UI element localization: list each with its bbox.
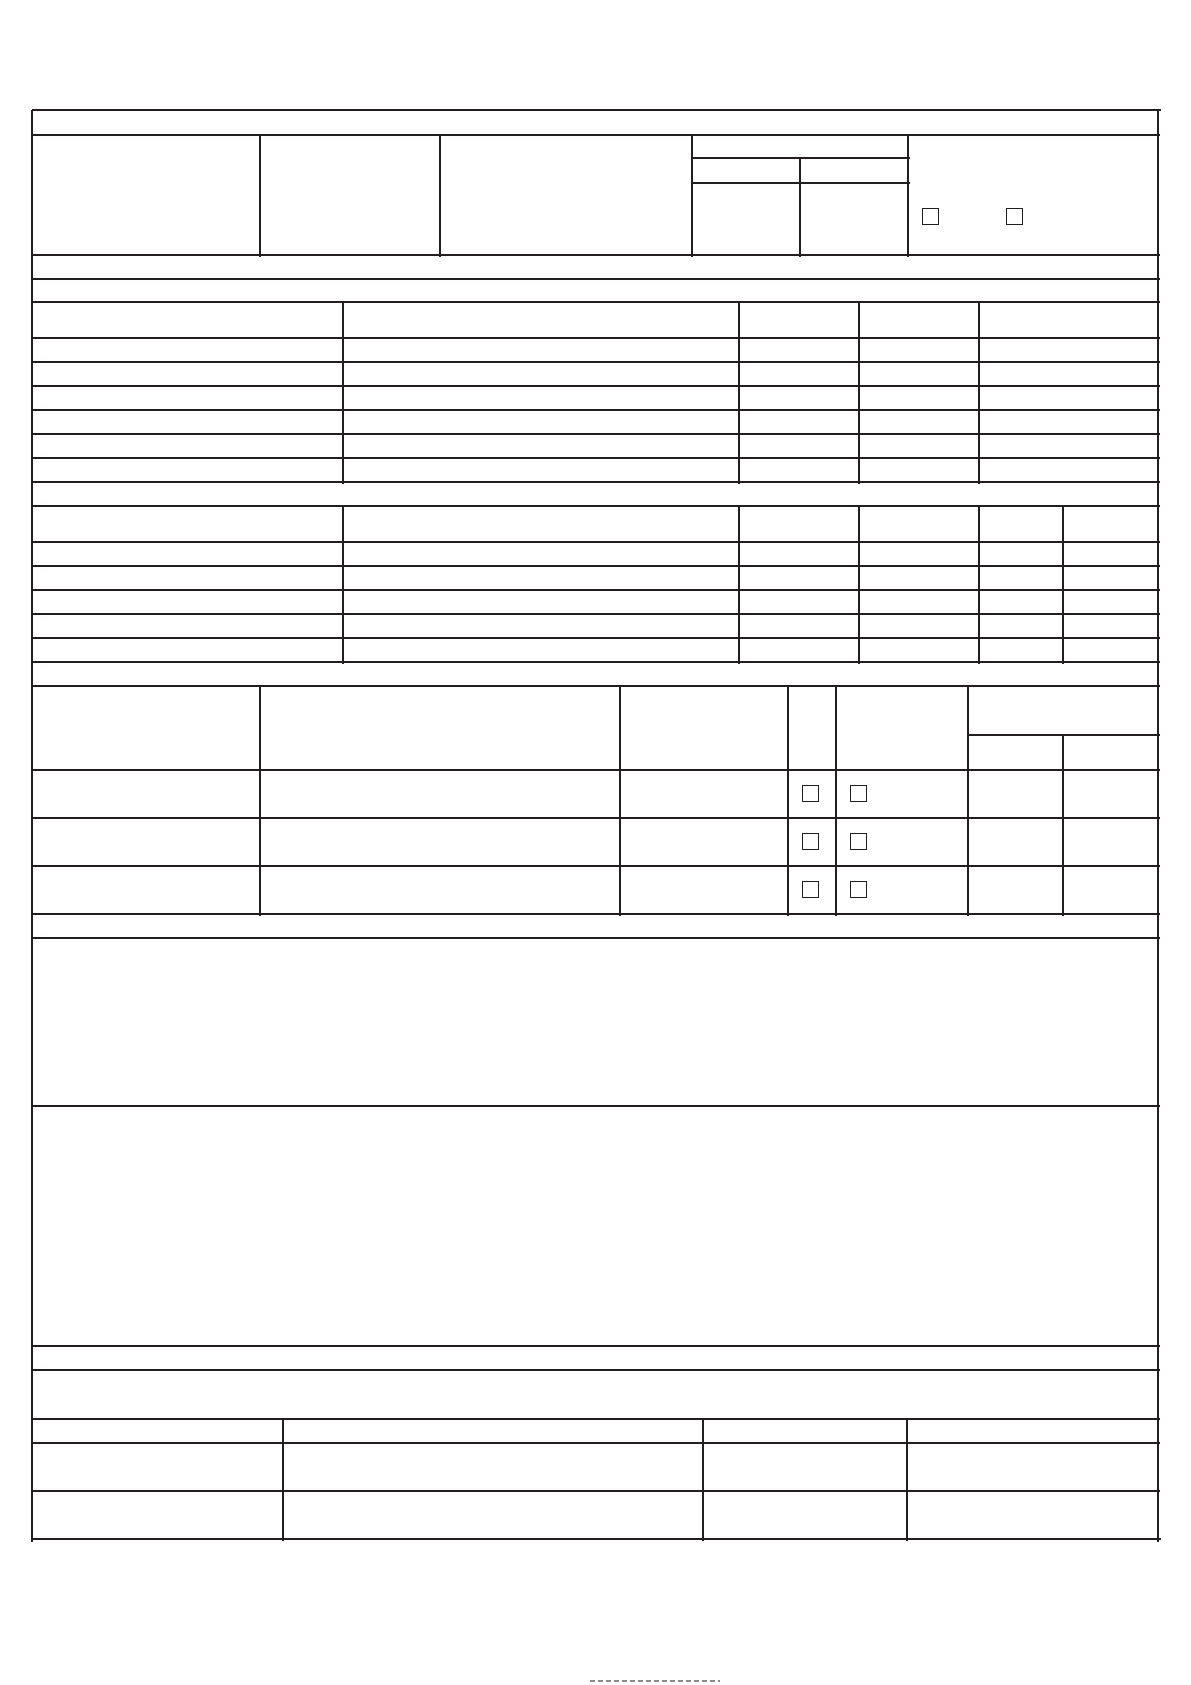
- table-2-row-rule: [32, 589, 1160, 591]
- table-2-cell[interactable]: [861, 640, 977, 660]
- table-3-col-rule: [619, 686, 621, 916]
- table-1-col-rule: [978, 302, 980, 484]
- table-1-cell[interactable]: [741, 364, 857, 384]
- table-1-cell[interactable]: [741, 436, 857, 456]
- table-4-cell[interactable]: [285, 1445, 701, 1489]
- header-divider: [259, 135, 261, 257]
- table-4-cell[interactable]: [34, 1445, 281, 1489]
- table-1-cell[interactable]: [861, 340, 977, 360]
- table-2-col-rule: [1062, 506, 1064, 664]
- table-1-cell[interactable]: [981, 412, 1156, 432]
- table-3-cell[interactable]: [970, 868, 1061, 912]
- section-band-rule: [32, 278, 1160, 280]
- table-2-col-rule: [342, 506, 344, 664]
- page-footer-mark: [590, 1680, 720, 1682]
- table-2-cell[interactable]: [1065, 640, 1156, 660]
- table-2-cell[interactable]: [861, 568, 977, 588]
- table-3-checkbox-a[interactable]: [802, 785, 819, 802]
- table-3-cell[interactable]: [622, 772, 786, 816]
- table-4-cell[interactable]: [909, 1493, 1156, 1537]
- table-4-row-rule: [32, 1538, 1160, 1540]
- table-2-cell[interactable]: [981, 568, 1061, 588]
- table-1-col-rule: [738, 302, 740, 484]
- table-3-cell[interactable]: [970, 772, 1061, 816]
- rule-horizontal: [32, 134, 1160, 136]
- table-3-cell[interactable]: [34, 820, 258, 864]
- table-3-col-rule: [835, 686, 837, 916]
- table-1-cell[interactable]: [741, 388, 857, 408]
- header-checkbox-2[interactable]: [1006, 208, 1023, 225]
- table-2-cell[interactable]: [981, 592, 1061, 612]
- table-2-cell[interactable]: [345, 568, 737, 588]
- table-4-cell[interactable]: [285, 1493, 701, 1537]
- section-band-rule: [32, 301, 1160, 303]
- table-1-cell[interactable]: [861, 412, 977, 432]
- header-subrule: [692, 157, 910, 159]
- table-2-cell[interactable]: [741, 616, 857, 636]
- table-1-cell[interactable]: [981, 460, 1156, 480]
- table-4-row-rule: [32, 1490, 1160, 1492]
- table-2-cell[interactable]: [34, 616, 341, 636]
- table-1-col-rule: [858, 302, 860, 484]
- table-1-cell[interactable]: [345, 460, 737, 480]
- header-divider: [799, 158, 801, 257]
- table-1-row-rule: [32, 385, 1160, 387]
- table-2-cell[interactable]: [1065, 568, 1156, 588]
- table-4-col-rule: [906, 1419, 908, 1541]
- table-2-row-rule: [32, 541, 1160, 543]
- table-2-cell[interactable]: [345, 592, 737, 612]
- table-4-row-rule: [32, 1442, 1160, 1444]
- table-1-cell[interactable]: [34, 388, 341, 408]
- header-checkbox-1[interactable]: [922, 208, 939, 225]
- table-3-cell[interactable]: [1065, 868, 1156, 912]
- form-border-top: [32, 109, 1161, 112]
- table-1-cell[interactable]: [981, 388, 1156, 408]
- table-3-col-rule: [787, 686, 789, 916]
- table-3-checkbox-b[interactable]: [850, 785, 867, 802]
- table-3-row-rule: [32, 865, 1160, 867]
- form-border-left: [31, 110, 34, 1542]
- table-1-cell[interactable]: [345, 436, 737, 456]
- table-2-col-rule: [978, 506, 980, 664]
- table-1-cell[interactable]: [345, 388, 737, 408]
- table-4-cell[interactable]: [909, 1445, 1156, 1489]
- header-field-3[interactable]: [442, 137, 690, 253]
- table-2-cell[interactable]: [34, 592, 341, 612]
- section-band-rule: [32, 937, 1160, 939]
- table-3-checkbox-b[interactable]: [850, 881, 867, 898]
- table-3-row-rule: [32, 769, 1160, 771]
- table-1-row-rule: [32, 337, 1160, 339]
- table-4-wide-field[interactable]: [34, 1372, 1156, 1417]
- table-3-checkbox-a[interactable]: [802, 881, 819, 898]
- table-3-checkbox-a[interactable]: [802, 833, 819, 850]
- table-1-col-rule: [342, 302, 344, 484]
- table-1-cell[interactable]: [981, 436, 1156, 456]
- table-3-cell[interactable]: [34, 772, 258, 816]
- table-1-row-rule: [32, 481, 1160, 483]
- table-1-row-rule: [32, 409, 1160, 411]
- table-1-row-rule: [32, 457, 1160, 459]
- form-border-right: [1157, 110, 1160, 1542]
- table-4-col-rule: [702, 1419, 704, 1541]
- table-2-cell[interactable]: [345, 544, 737, 564]
- table-3-cell[interactable]: [262, 820, 618, 864]
- table-2-row-rule: [32, 565, 1160, 567]
- rule-horizontal: [32, 254, 1160, 256]
- table-2-cell[interactable]: [34, 544, 341, 564]
- table-1-cell[interactable]: [861, 388, 977, 408]
- table-2-cell[interactable]: [345, 616, 737, 636]
- table-3-col-rule: [967, 686, 969, 916]
- table-2-cell[interactable]: [741, 640, 857, 660]
- table-4-col-rule: [282, 1419, 284, 1541]
- table-3-col-rule: [1062, 735, 1064, 916]
- table-2-col-rule: [738, 506, 740, 664]
- table-1-cell[interactable]: [34, 364, 341, 384]
- table-3-cell[interactable]: [970, 820, 1061, 864]
- table-3-row-rule: [32, 817, 1160, 819]
- table-1-cell[interactable]: [34, 340, 341, 360]
- table-1-cell[interactable]: [345, 412, 737, 432]
- table-2-cell[interactable]: [981, 616, 1061, 636]
- table-2-cell[interactable]: [981, 640, 1061, 660]
- table-1-cell[interactable]: [981, 364, 1156, 384]
- table-2-cell[interactable]: [741, 592, 857, 612]
- table-3-cell[interactable]: [34, 868, 258, 912]
- header-divider: [691, 135, 693, 257]
- table-2-cell[interactable]: [741, 568, 857, 588]
- table-2-cell[interactable]: [34, 568, 341, 588]
- table-2-col-rule: [858, 506, 860, 664]
- header-field-2[interactable]: [262, 137, 438, 253]
- section-band-rule: [32, 505, 1160, 507]
- table-3-cell[interactable]: [622, 820, 786, 864]
- table-3-cell[interactable]: [262, 868, 618, 912]
- table-4-cell[interactable]: [705, 1445, 905, 1489]
- table-2-row-rule: [32, 613, 1160, 615]
- header-field-4b[interactable]: [802, 185, 906, 253]
- table-1-cell[interactable]: [34, 412, 341, 432]
- table-3-cell[interactable]: [622, 868, 786, 912]
- table-2-cell[interactable]: [981, 544, 1061, 564]
- section-band-rule: [32, 685, 1160, 687]
- table-2-cell[interactable]: [861, 616, 977, 636]
- table-1-cell[interactable]: [345, 364, 737, 384]
- table-1-cell[interactable]: [741, 340, 857, 360]
- table-1-cell[interactable]: [741, 460, 857, 480]
- table-2-cell[interactable]: [345, 640, 737, 660]
- table-1-cell[interactable]: [981, 340, 1156, 360]
- table-1-cell[interactable]: [741, 412, 857, 432]
- table-3-cell[interactable]: [262, 772, 618, 816]
- table-3-header-subrule: [968, 734, 1160, 736]
- table-2-cell[interactable]: [1065, 544, 1156, 564]
- text-area-rule: [32, 1105, 1160, 1107]
- table-3-col-rule: [259, 686, 261, 916]
- header-divider: [907, 135, 909, 257]
- table-1-row-rule: [32, 361, 1160, 363]
- table-4-rule: [32, 1418, 1160, 1420]
- table-3-row-rule: [32, 913, 1160, 915]
- table-2-cell[interactable]: [34, 640, 341, 660]
- table-1-row-rule: [32, 433, 1160, 435]
- table-2-cell[interactable]: [741, 544, 857, 564]
- table-1-cell[interactable]: [861, 436, 977, 456]
- text-area-1[interactable]: [34, 940, 1156, 1104]
- table-1-cell[interactable]: [34, 460, 341, 480]
- table-2-row-rule: [32, 637, 1160, 639]
- table-1-cell[interactable]: [861, 364, 977, 384]
- header-field-1[interactable]: [34, 137, 258, 253]
- table-2-cell[interactable]: [1065, 592, 1156, 612]
- table-1-cell[interactable]: [345, 340, 737, 360]
- table-2-cell[interactable]: [861, 544, 977, 564]
- table-2-row-rule: [32, 661, 1160, 663]
- table-4-rule: [32, 1369, 1160, 1371]
- table-1-cell[interactable]: [34, 436, 341, 456]
- table-4-cell[interactable]: [34, 1493, 281, 1537]
- table-3-cell[interactable]: [1065, 820, 1156, 864]
- section-band-rule: [32, 1345, 1160, 1347]
- table-2-cell[interactable]: [1065, 616, 1156, 636]
- text-area-2[interactable]: [34, 1108, 1156, 1344]
- table-4-cell[interactable]: [705, 1493, 905, 1537]
- table-2-cell[interactable]: [861, 592, 977, 612]
- header-subrule: [692, 182, 910, 184]
- table-3-cell[interactable]: [1065, 772, 1156, 816]
- table-3-checkbox-b[interactable]: [850, 833, 867, 850]
- table-1-cell[interactable]: [861, 460, 977, 480]
- header-field-4a[interactable]: [694, 185, 798, 253]
- header-divider: [439, 135, 441, 257]
